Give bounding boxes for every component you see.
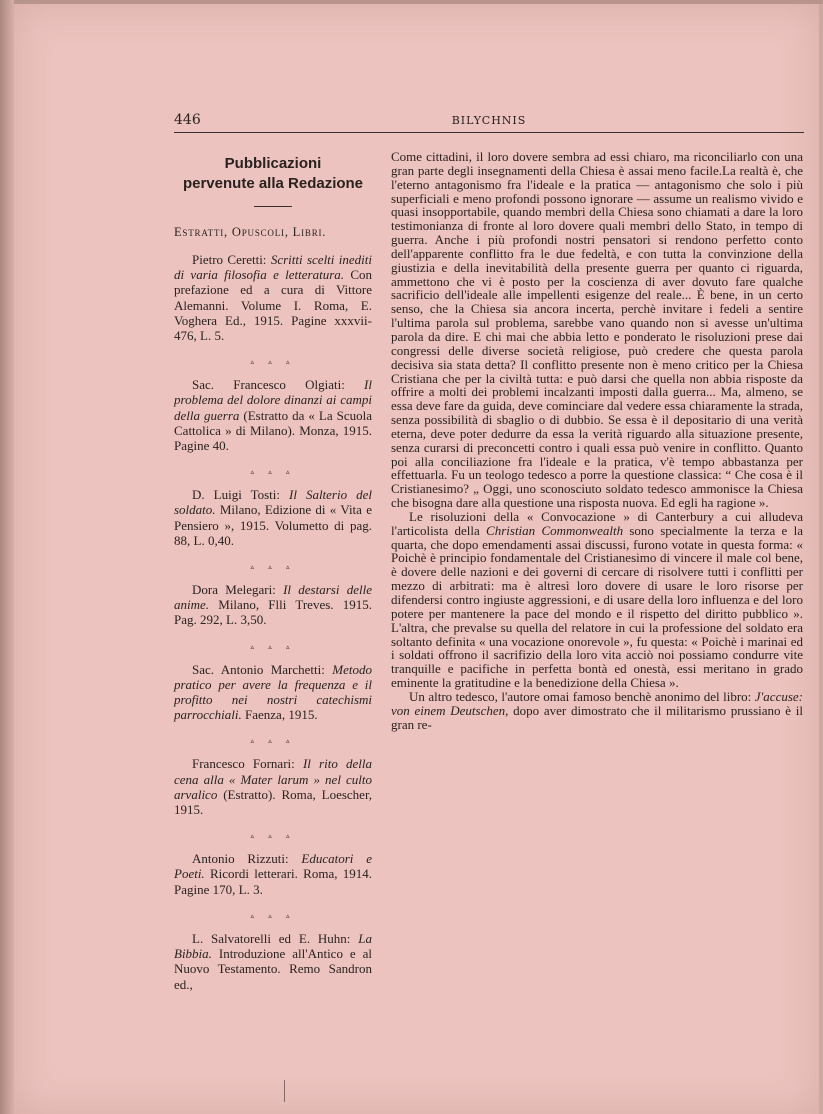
running-head: BILYCHNIS [451,114,527,127]
section-title [174,154,372,194]
entry-title: Il destarsi delle anime. [174,582,372,613]
page-top-edge [14,0,823,4]
publication-entry [174,377,372,453]
section-title-line-1: Pubblicazioni [224,155,322,172]
entry-author: Sac. Antonio Marchetti: [192,661,333,677]
publication-entry [174,582,372,628]
entry-author: Antonio Rizzuti: [192,851,302,867]
paragraph-text: Un altro tedesco, l'autore omai famoso benchè anonimo del libro: [409,688,755,704]
entry-author: Francesco Fornari: [192,756,303,772]
paragraph-text: dopo aver dimostrato che il militarismo prussiano è il gran re- [391,702,803,732]
paragraph-text: sono specialmente la terza e la quarta, che dopo emendamenti assai discussi, furono votate in questa forma: « Poichè è principio fondamentale del Cristianesimo di vincere il male col bene, è dovere delle nazioni e dei governi di cercare di risolvere tutti i conflitti per mezzo di arbitrati: ma è altresì loro dovere di usare le loro risorse per difendersi contro ingiuste aggressioni, e di usare della loro influenza e del loro potere per mantenere la pace del mondo e il rispetto del diritto pubblico ». L'altra, che prevalse su quella del relatore in cui la professione del soldato era soltanto definita « una vocazione onorevole », fu questa: « Poichè i marinai ed i soldati offrono il sacrifizio della loro vita acciò noi possiamo condurre vite tranquille e pacifiche in perfetta bontà ed onestà, essi meritano in grado eminente la gratitudine e la benedizione della Chiesa ». [391,522,803,691]
publication-entry [174,487,372,548]
entry-details: Con prefazione ed a cura di Vittore Alemanni. Volume I. Roma, E. Voghera Ed., 1915. Pagine xxxvii-476, L. 5. [174,267,373,344]
entry-author: Pietro Ceretti: [192,252,271,267]
body-paragraph [391,690,803,732]
gutter-mark [284,1080,285,1102]
publication-entry [174,931,372,992]
left-column [174,150,372,992]
entry-details: (Estratto da « La Scuola Cattolica » di Milano). Monza, 1915. Pagine 40. [174,407,372,454]
entry-title: La Bibbia. [174,930,372,962]
entry-title: Il rito della cena alla « Mater larum » nel culto arvalico [174,756,372,802]
entry-author: D. Luigi Tosti: [192,487,289,503]
entry-author: Dora Melegari: [192,582,284,598]
book-title: J'accuse: von einem Deutschen, [391,688,803,718]
publication-entry [174,756,372,817]
entry-author: L. Salvatorelli ed E. Huhn: [192,930,359,946]
page-number: 446 [174,112,201,128]
entry-details: Introduzione all'Antico e al Nuovo Testamento. Remo Sandron ed., [174,946,372,992]
right-column [391,150,803,731]
entry-title: Metodo pratico per avere la frequenza e il profitto nei nostri catechismi parrocchiali. [174,661,372,723]
entry-separator: ▵ ▵ ▵ [250,468,296,477]
entry-details: Ricordi letterari. Roma, 1914. Pagine 170, L. 3. [174,866,372,897]
publication-name: Christian Commonwealth [486,522,624,538]
body-paragraph: Come cittadini, il loro dovere sembra ad essi chiaro, ma riconciliarlo con una gran parte degli insegnamenti della Chiesa è assai meno facile.La realtà è, che l'eterno antagonismo fra l'ideale e la pratica — antagonismo che solo i più superficiali e meno profondi possono ignorare — assume un realismo vivido e quasi insopportabile, quando membri della Chiesa sono chiamati a dare la loro testimonianza di fronte al loro dovere quali membri dello Stato, in tempo di guerra. Anche i più profondi nostri pensatori si rendono perfetto conto dell'apparente conflitto fra le due fedeltà, e con tutta la convinzione della giustizia e della inevitabilità della presente guerra per quanto ci riguarda, ammettono che vi è posto per la coscienza di aver dovuto fare qualche sacrificio dell'ideale alle impellenti esigenze del reale... È bene, in un certo senso, che la Chiesa sia ancora incerta, perchè invitare i fedeli a sentire l'ultima parola sul problema, sarebbe vano quando non si avesse un'ultima parola da dire. E chi mai che abbia letto e ponderato le risoluzioni prese dai congressi delle diverse società religiose, può credere che questa parola decisiva sia stata detta? Il conflitto presente non è meno critico per la Chiesa Cristiana che per la civiltà tutta: e può darsi che quella non abbia risposte da offrire a molti dei problemi incalzanti imposti dalla guerra... Ma, almeno, se essa deve fare da guida, deve cominciare dal vedere essa chiaramente la strada, senza possibilità di sbaglio o di dubbio. Se essa è il depositario di una verità eterna, deve poter dedurre da essa la verità riguardo alla situazione presente, senza curarsi di preconcetti contro i quali essa può venire in conflitto. Quanto poi alla conciliazione fra l'ideale e la pratica, v'è tempo abbastanza per effettuarla. Fu un teologo tedesco a porre la questione classica: “ Che cosa è il Cristianesimo? „ Oggi, uno sconosciuto soldato tedesco ammonisce la Chiesa che bisogna dare alla questione una risposta nuova. Ed egli ha ragione ». [391,149,803,511]
entry-title: Educatori e Poeti. [174,851,372,882]
entry-separator: ▵ ▵ ▵ [250,358,296,367]
entry-details: (Estratto). Roma, Loescher, 1915. [174,786,372,818]
publication-entry [174,851,372,897]
entry-details: Faenza, 1915. [241,707,318,723]
section-title-line-2: pervenute alla Redazione [182,175,364,192]
entry-title: Scritti scelti inediti di varia filosofia e letteratura. [174,252,372,283]
entry-separator: ▵ ▵ ▵ [250,563,296,572]
entry-author: Sac. Francesco Olgiati: [192,377,365,393]
entry-details: Milano, Flli Treves. 1915. Pag. 292, L. 3,50. [174,597,372,628]
entry-title: Il Salterio del soldato. [174,487,372,518]
entry-separator: ▵ ▵ ▵ [250,642,296,651]
section-subtitle: Estratti, Opuscoli, Libri. [174,225,327,239]
title-rule [254,206,292,207]
entry-title: Il problema del dolore dinanzi ai campi della guerra [174,377,372,423]
entry-details: Milano, Edizione di « Vita e Pensiero », 1915. Volumetto di pag. 88, L. 0,40. [174,502,372,548]
publication-entry [174,662,372,723]
entry-separator: ▵ ▵ ▵ [250,832,296,841]
paragraph-text: Le risoluzioni della « Convocazione » di Canterbury a cui alludeva l'articolista della [391,508,803,538]
page-binding-edge [0,0,14,1114]
publication-entry [174,252,372,343]
entry-separator: ▵ ▵ ▵ [250,911,296,920]
entry-separator: ▵ ▵ ▵ [250,737,296,746]
page-header [174,112,804,133]
body-paragraph [391,510,803,690]
